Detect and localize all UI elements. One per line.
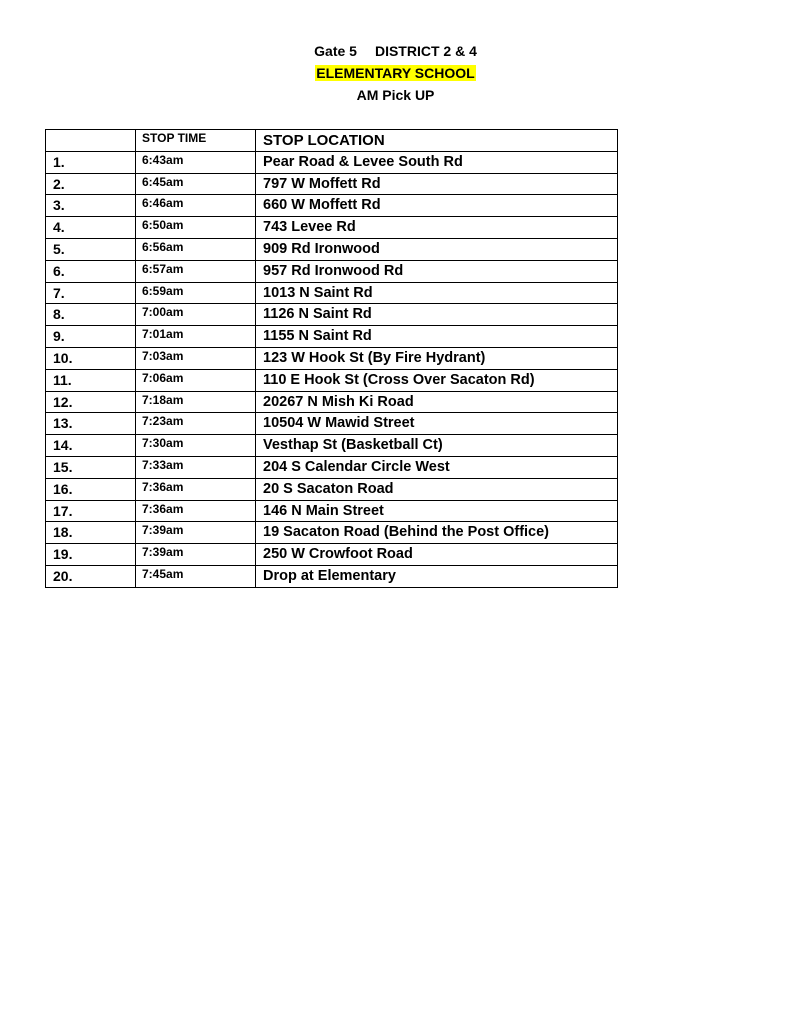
table-row [46,304,618,326]
stop-number: 11. [46,369,136,391]
gate-label: Gate 5 [314,43,357,59]
header-line-gate-district [0,40,791,62]
school-title: ELEMENTARY SCHOOL [316,65,475,81]
table-row [46,413,618,435]
table-row [46,282,618,304]
stop-location: 909 Rd Ironwood [256,238,618,260]
table-header-row [46,130,618,152]
table-row [46,173,618,195]
stop-time: 7:03am [136,347,256,369]
stop-time: 7:30am [136,435,256,457]
stop-number: 12. [46,391,136,413]
stop-number: 2. [46,173,136,195]
table-row [46,326,618,348]
stop-location: 660 W Moffett Rd [256,195,618,217]
stop-location: 204 S Calendar Circle West [256,456,618,478]
stop-time: 6:50am [136,217,256,239]
stop-time: 6:43am [136,151,256,173]
stop-schedule-table [45,129,618,588]
stop-time: 6:45am [136,173,256,195]
stop-number: 14. [46,435,136,457]
stop-time: 7:06am [136,369,256,391]
stop-time: 7:39am [136,544,256,566]
stop-number: 17. [46,500,136,522]
stop-number: 19. [46,544,136,566]
stop-time: 6:56am [136,238,256,260]
stop-location: 146 N Main Street [256,500,618,522]
stop-time: 7:01am [136,326,256,348]
stop-location: 19 Sacaton Road (Behind the Post Office) [256,522,618,544]
stop-number: 13. [46,413,136,435]
document-header [0,40,791,106]
stop-time: 7:39am [136,522,256,544]
stop-schedule-body [46,130,618,588]
table-row [46,544,618,566]
stop-location: 1126 N Saint Rd [256,304,618,326]
stop-time: 7:36am [136,500,256,522]
stop-location: 20 S Sacaton Road [256,478,618,500]
table-row [46,347,618,369]
stop-number: 3. [46,195,136,217]
stop-location: 743 Levee Rd [256,217,618,239]
stop-number: 10. [46,347,136,369]
stop-number: 20. [46,565,136,587]
stop-time: 7:45am [136,565,256,587]
column-header-stop-time: STOP TIME [136,130,256,152]
stop-location: Pear Road & Levee South Rd [256,151,618,173]
header-line-school [0,62,791,84]
stop-location: Vesthap St (Basketball Ct) [256,435,618,457]
stop-number: 4. [46,217,136,239]
stop-location: 10504 W Mawid Street [256,413,618,435]
stop-time: 7:23am [136,413,256,435]
table-row [46,238,618,260]
stop-time: 7:00am [136,304,256,326]
stop-number: 16. [46,478,136,500]
table-row [46,369,618,391]
column-header-number [46,130,136,152]
stop-location: 797 W Moffett Rd [256,173,618,195]
stop-time: 6:59am [136,282,256,304]
stop-number: 1. [46,151,136,173]
session-label: AM Pick UP [356,87,435,103]
stop-number: 15. [46,456,136,478]
table-row [46,456,618,478]
stop-time: 6:46am [136,195,256,217]
table-row [46,391,618,413]
stop-location: 957 Rd Ironwood Rd [256,260,618,282]
stop-location: 1155 N Saint Rd [256,326,618,348]
stop-location: 110 E Hook St (Cross Over Sacaton Rd) [256,369,618,391]
stop-number: 7. [46,282,136,304]
table-row [46,500,618,522]
header-line-session [0,84,791,106]
stop-time: 7:36am [136,478,256,500]
stop-number: 18. [46,522,136,544]
stop-time: 6:57am [136,260,256,282]
stop-time: 7:18am [136,391,256,413]
table-row [46,435,618,457]
stop-number: 8. [46,304,136,326]
table-row [46,260,618,282]
table-row [46,478,618,500]
stop-location: 250 W Crowfoot Road [256,544,618,566]
table-row [46,195,618,217]
stop-number: 9. [46,326,136,348]
stop-location: 1013 N Saint Rd [256,282,618,304]
stop-time: 7:33am [136,456,256,478]
table-row [46,151,618,173]
stop-number: 6. [46,260,136,282]
stop-number: 5. [46,238,136,260]
stop-location: 123 W Hook St (By Fire Hydrant) [256,347,618,369]
district-label: DISTRICT 2 & 4 [374,43,477,59]
table-row [46,522,618,544]
table-row [46,217,618,239]
table-row [46,565,618,587]
stop-location: Drop at Elementary [256,565,618,587]
stop-location: 20267 N Mish Ki Road [256,391,618,413]
column-header-stop-location: STOP LOCATION [256,130,618,152]
